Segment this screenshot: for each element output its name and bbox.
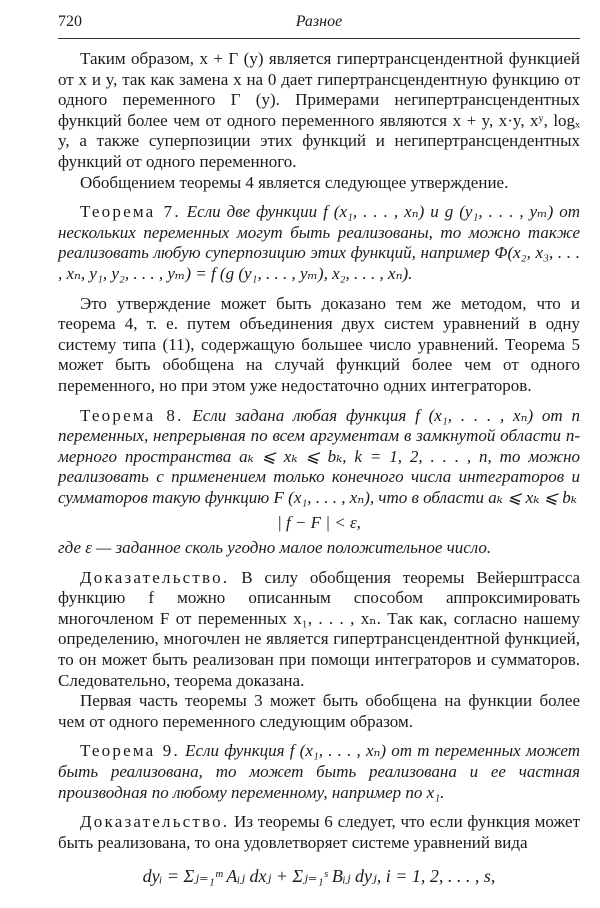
header-rule <box>58 38 580 39</box>
theorem-8-body: Если задана любая функция f (x₁, . . . , xₙ) от n переменных, непрерывная по всем аргументам в замкнутой области n-мерного пространства aₖ ⩽ xₖ ⩽ bₖ, k = 1, 2, . . . , n, то можно реализовать с применением только конечного числа интеграторов и сумматоров такую функцию F (x₁, . . . , xₙ), что в области aₖ ⩽ xₖ ⩽ bₖ <box>58 405 581 507</box>
theorem-8-label: Теорема 8. <box>80 405 184 425</box>
proof-1-body: В силу обобщения теоремы Вейерштрасса функцию f можно описанным способом аппроксимировать многочленом F от переменных x₁, . . . , xₙ. Так как, согласно нашему определению, многочлен не является гипертрансцендентной функцией, то он может быть реализован при помощи интеграторов и сумматоров. Следовательно, теорема доказана. <box>58 567 580 690</box>
theorem-8-tail: где ε — заданное сколь угодно малое положительное число. <box>58 538 492 558</box>
paragraph-hypertranscendent: Таким образом, x + Γ (y) является гипертрансцендентной функцией от x и y, так как замена x на 0 дает гипертрансцендентную функцию от одного переменного Γ (y). Примерами негипертрансцендентных функций более чем от одного переменного являются x + y, x·y, xʸ, logₓ y, а также суперпозиции этих функций и негипертрансцендентных функций от одного переменного. <box>58 49 580 171</box>
proof-2 <box>58 812 580 853</box>
theorem-8 <box>58 406 580 509</box>
theorem-7-body: Если две функции f (x₁, . . . , xₙ) и g (y₁, . . . , yₘ) от нескольких переменных могут быть реализованы, то можно также реализовать любую суперпозицию этих функций, например Φ(x₂, x₃, . . . , xₙ, y₁, y₂, . . . , yₘ) = f (g (y₁, . . . , yₘ), x₂, . . . , xₙ). <box>58 202 581 283</box>
paragraph-first-part: Первая часть теоремы 3 может быть обобщена на функции более чем от одного переменного следующим образом. <box>58 691 580 731</box>
proof-1-label: Доказательство. <box>80 567 230 587</box>
theorem-9-body: Если функция f (x₁, . . . , xₙ) от m переменных может быть реализована, то может быть реализована и ее частная производная по любому переменному, например по x₁. <box>58 741 581 802</box>
theorem-9-label: Теорема 9. <box>80 741 180 761</box>
page-number: 720 <box>58 13 82 30</box>
paragraph-generalization: Обобщением теоремы 4 является следующее утверждение. <box>80 172 509 192</box>
proof-2-label: Доказательство. <box>80 812 230 832</box>
differential-system-formula: dyᵢ = Σⱼ₌₁ᵐ Aᵢⱼ dxⱼ + Σⱼ₌₁ˢ Bᵢⱼ dyⱼ, i = 1, 2, . . . , s, <box>142 866 496 887</box>
theorem-8-formula: | f − F | < ε, <box>277 513 361 533</box>
theorem-7 <box>58 202 580 284</box>
theorem-9 <box>58 741 580 803</box>
running-title: Разное <box>295 13 343 30</box>
proof-2-body: Из теоремы 6 следует, что если функция может быть реализована, то она удовлетворяет системе уравнений вида <box>58 812 580 852</box>
theorem-7-label: Теорема 7. <box>80 202 181 222</box>
proof-1 <box>58 568 580 692</box>
page-header <box>58 12 580 38</box>
paragraph-proof-method: Это утверждение может быть доказано тем же методом, что и теорема 4, т. е. путем объединения двух систем уравнений в одну систему типа (11), содержащую большее число уравнений. Теорема 5 может быть обобщена на случай функций более чем от одного переменного, но при этом уже недостаточно одних интеграторов. <box>58 293 580 395</box>
